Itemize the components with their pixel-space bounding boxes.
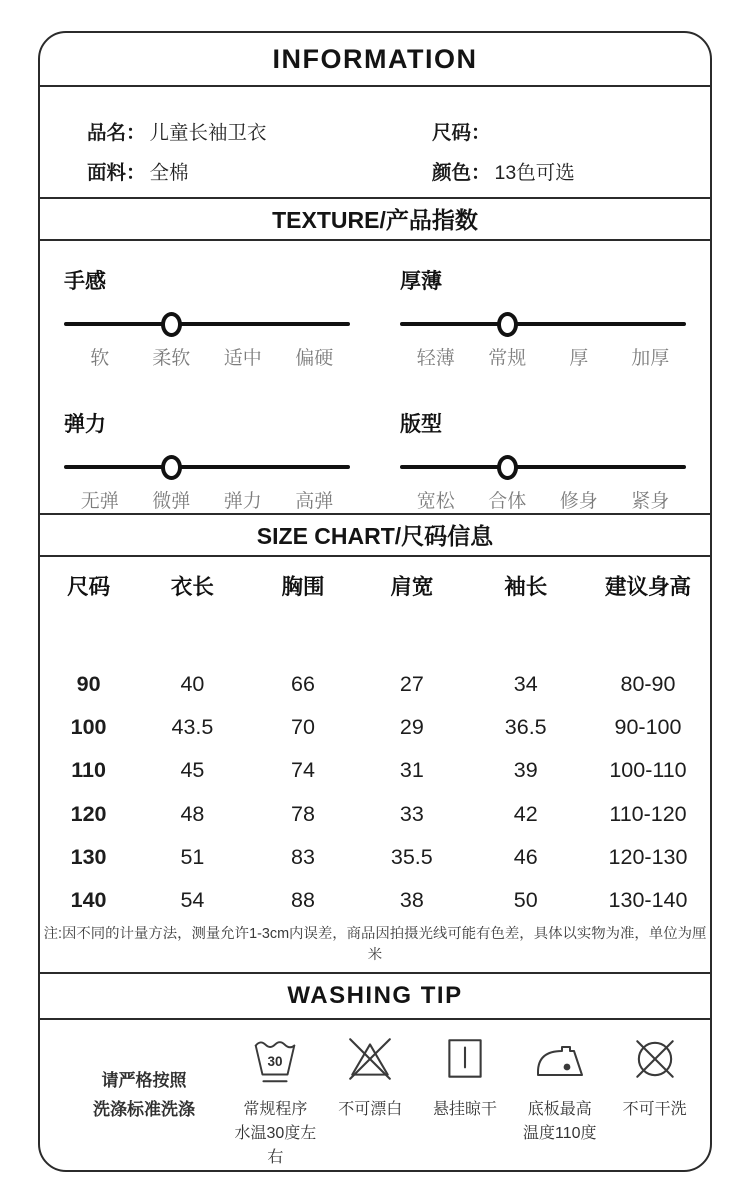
cell: 120-130	[608, 844, 688, 869]
wash-item-no-bleach	[323, 1034, 418, 1170]
wash-label-line: 底板最高	[527, 1101, 592, 1118]
washing-intro-line: 洗涤标准洗涤	[93, 1100, 195, 1119]
cell: 34	[513, 671, 538, 696]
field-product-name	[87, 117, 432, 145]
col-header: 肩宽	[390, 574, 434, 599]
wash-label-line: 温度110度	[523, 1125, 597, 1142]
wash-tub-30-icon	[249, 1034, 301, 1086]
cell: 50	[513, 887, 538, 912]
washing-intro-line: 请严格按照	[101, 1071, 187, 1090]
slider-scale	[400, 343, 686, 370]
table-row	[40, 792, 710, 835]
product-info-section	[40, 87, 710, 197]
hang-dry-icon	[440, 1034, 490, 1086]
slider-knob-icon	[161, 455, 182, 480]
information-title: INFORMATION	[272, 43, 478, 74]
cell: 90	[76, 671, 101, 696]
cell: 140	[70, 887, 107, 912]
wash-item-normal-30	[228, 1034, 323, 1170]
cell: 27	[399, 671, 424, 696]
cell: 39	[513, 758, 538, 783]
cell: 110	[71, 758, 106, 783]
cell: 70	[291, 715, 315, 740]
slider-line	[400, 322, 686, 327]
scale-option: 常规	[488, 347, 527, 369]
wash-item-label	[623, 1098, 687, 1122]
cell: 46	[513, 844, 538, 869]
slider-title: 厚薄	[400, 269, 442, 293]
no-dry-clean-icon	[630, 1034, 680, 1086]
table-body	[40, 663, 710, 922]
wash-item-no-dry-clean	[607, 1034, 702, 1170]
cell: 48	[180, 801, 205, 826]
cell: 83	[291, 844, 315, 869]
wash-label-line: 不可漂白	[338, 1101, 403, 1118]
slider-fit	[400, 408, 686, 513]
scale-option: 微弹	[152, 490, 191, 512]
slider-hand-feel	[64, 265, 350, 370]
washing-section	[40, 1020, 710, 1170]
slider-track	[64, 454, 350, 480]
svg-text:30: 30	[267, 1053, 283, 1069]
cell: 38	[399, 887, 424, 912]
table-row	[40, 749, 710, 792]
slider-line	[64, 465, 350, 470]
wash-item-label	[228, 1098, 323, 1170]
wash-label-line: 悬挂晾干	[432, 1101, 497, 1118]
slider-line	[64, 322, 350, 327]
size-chart-table	[40, 557, 710, 972]
scale-option: 软	[90, 347, 110, 369]
scale-option: 弹力	[223, 490, 262, 512]
cell: 100-110	[609, 758, 687, 783]
col-header: 尺码	[67, 574, 111, 599]
wash-item-hang-dry	[418, 1034, 513, 1170]
field-color	[432, 157, 710, 185]
table-header-row	[40, 570, 710, 601]
field-label: 尺码：	[432, 122, 491, 144]
slider-line	[400, 465, 686, 470]
wash-item-label	[338, 1098, 402, 1122]
cell: 88	[291, 887, 315, 912]
scale-option: 修身	[559, 490, 598, 512]
scale-option: 加厚	[631, 347, 670, 369]
size-chart-title: SIZE CHART/尺码信息	[256, 523, 494, 550]
slider-thickness	[400, 265, 686, 370]
cell: 35.5	[390, 844, 433, 869]
cell: 110-120	[609, 801, 687, 826]
table-row	[40, 879, 710, 922]
wash-label-line: 不可干洗	[622, 1101, 687, 1118]
slider-scale	[64, 486, 350, 513]
field-value: 13色可选	[494, 162, 575, 184]
wash-item-label	[433, 1098, 497, 1122]
cell: 43.5	[171, 715, 214, 740]
washing-tip-title: WASHING TIP	[287, 982, 463, 1009]
field-label: 颜色：	[432, 162, 491, 184]
cell: 66	[291, 671, 315, 696]
texture-header	[40, 197, 710, 241]
table-row	[40, 836, 710, 879]
iron-max-110-icon	[534, 1034, 586, 1086]
no-bleach-icon	[345, 1034, 395, 1086]
cell: 33	[399, 801, 424, 826]
wash-label-line: 水温30度左右	[234, 1125, 317, 1166]
scale-option: 合体	[488, 490, 527, 512]
scale-option: 高弹	[295, 490, 334, 512]
washing-intro	[60, 1066, 228, 1124]
cell: 31	[399, 758, 424, 783]
wash-item-iron-110	[512, 1034, 607, 1170]
size-chart-header	[40, 513, 710, 557]
cell: 90-100	[614, 715, 682, 740]
information-header	[40, 33, 710, 87]
slider-knob-icon	[161, 312, 182, 337]
cell: 36.5	[504, 715, 547, 740]
wash-item-label	[523, 1098, 597, 1146]
col-header: 衣长	[170, 574, 214, 599]
texture-title: TEXTURE/产品指数	[272, 207, 478, 234]
scale-option: 紧身	[631, 490, 670, 512]
product-info-card	[38, 31, 712, 1172]
slider-knob-icon	[497, 312, 518, 337]
col-header: 建议身高	[604, 574, 691, 599]
scale-option: 无弹	[80, 490, 119, 512]
slider-track	[400, 454, 686, 480]
slider-title: 弹力	[64, 412, 106, 436]
slider-title: 手感	[64, 269, 106, 293]
scale-option: 适中	[223, 347, 262, 369]
cell: 29	[399, 715, 424, 740]
table-row	[40, 706, 710, 749]
slider-title: 版型	[400, 412, 442, 436]
cell: 51	[180, 844, 205, 869]
washing-tip-header	[40, 972, 710, 1020]
field-fabric	[87, 157, 432, 185]
scale-option: 轻薄	[416, 347, 455, 369]
scale-option: 厚	[569, 347, 589, 369]
cell: 130-140	[608, 887, 688, 912]
scale-option: 柔软	[152, 347, 191, 369]
field-label: 面料：	[87, 162, 146, 184]
field-value: 全棉	[149, 162, 189, 184]
slider-elasticity	[64, 408, 350, 513]
field-label: 品名：	[87, 122, 146, 144]
scale-option: 宽松	[416, 490, 455, 512]
slider-scale	[64, 343, 350, 370]
slider-knob-icon	[497, 455, 518, 480]
slider-track	[400, 311, 686, 337]
field-size	[432, 117, 710, 145]
slider-scale	[400, 486, 686, 513]
cell: 45	[180, 758, 205, 783]
col-header: 胸围	[281, 574, 325, 599]
field-value: 儿童长袖卫衣	[149, 122, 267, 144]
measurement-note: 注:因不同的计量方法，测量允许1-3cm内误差，商品因拍摄光线可能有色差，具体以实物为准，单位为厘米	[43, 926, 707, 963]
cell: 40	[180, 671, 205, 696]
col-header: 袖长	[504, 574, 548, 599]
slider-track	[64, 311, 350, 337]
table-row	[40, 663, 710, 706]
wash-label-line: 常规程序	[243, 1101, 308, 1118]
texture-sliders	[40, 241, 710, 513]
cell: 120	[70, 801, 107, 826]
cell: 130	[70, 844, 107, 869]
cell: 54	[180, 887, 205, 912]
cell: 80-90	[620, 671, 676, 696]
cell: 100	[70, 715, 107, 740]
cell: 78	[291, 801, 315, 826]
cell: 74	[291, 758, 315, 783]
scale-option: 偏硬	[295, 347, 334, 369]
cell: 42	[513, 801, 538, 826]
